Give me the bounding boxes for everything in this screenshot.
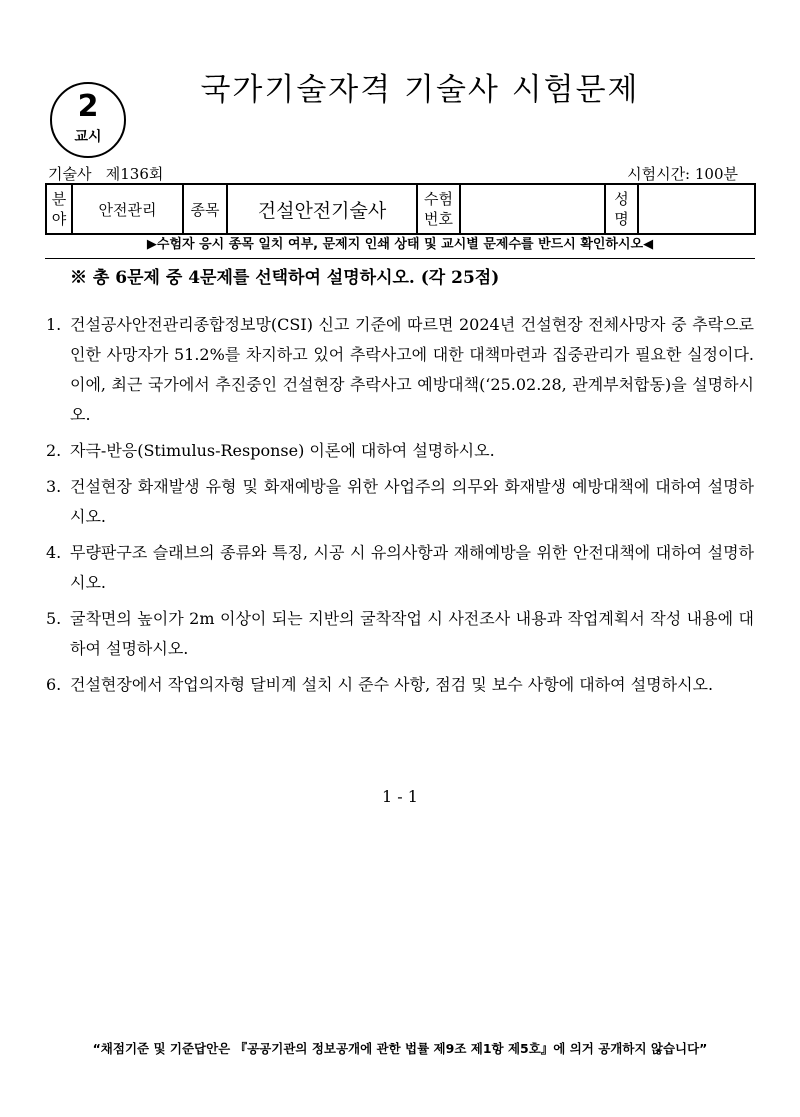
field-label-line-2: 야 [51,210,67,228]
question-text: 건설현장 화재발생 유형 및 화재예방을 위한 사업주의 의무와 화재발생 예방대책에 대하여 설명하시오. [70,477,754,526]
question-list [46,310,754,706]
exam-number-field[interactable] [460,184,605,234]
question-number: 5. [46,609,62,628]
session-label: 교시 [74,129,102,145]
name-field[interactable] [638,184,755,234]
question-item [46,436,754,466]
name-label [605,184,638,234]
page-title: 국가기술자격 기술사 시험문제 [200,72,640,108]
question-text: 굴착면의 높이가 2m 이상이 되는 지반의 굴착작업 시 사전조사 내용과 작업계획서 작성 내용에 대하여 설명하시오. [70,609,754,658]
exam-round: 기술사 제136회 [48,165,164,183]
exam-number-label-line-2: 번호 [424,210,453,228]
category-label: 종목 [183,184,227,234]
session-number: 2 [77,89,99,124]
session-badge [50,82,126,158]
footer-note: “채점기준 및 기준답안은 『공공기관의 정보공개에 관한 법률 제9조 제1항 제5호』에 의거 공개하지 않습니다” [92,1041,708,1056]
page-number: 1 - 1 [382,787,418,806]
exam-info-table [45,183,756,235]
question-number: 2. [46,441,62,460]
field-value: 안전관리 [72,184,183,234]
question-text: 자극-반응(Stimulus-Response) 이론에 대하여 설명하시오. [70,441,495,460]
notice-bar: ▶수험자 응시 종목 일치 여부, 문제지 인쇄 상태 및 교시별 문제수를 반드시 확인하시오◀ [146,237,654,252]
name-label-line-2: 명 [614,210,629,228]
question-item [46,310,754,430]
question-item [46,670,754,700]
question-text: 건설현장에서 작업의자형 달비계 설치 시 준수 사항, 점검 및 보수 사항에 대하여 설명하시오. [70,675,714,694]
question-number: 1. [46,315,62,334]
question-number: 4. [46,543,62,562]
question-item [46,538,754,598]
divider [45,258,755,259]
question-text: 무량판구조 슬래브의 종류와 특징, 시공 시 유의사항과 재해예방을 위한 안전대책에 대하여 설명하시오. [70,543,754,592]
category-value: 건설안전기술사 [227,184,417,234]
field-label-line-1: 분 [51,190,67,208]
exam-number-label-line-1: 수험 [424,190,453,208]
question-item [46,472,754,532]
name-label-line-1: 성 [614,190,629,208]
question-item [46,604,754,664]
question-number: 3. [46,477,62,496]
field-label [46,184,72,234]
question-text: 건설공사안전관리종합정보망(CSI) 신고 기준에 따르면 2024년 건설현장 전체사망자 중 추락으로 인한 사망자가 51.2%를 차지하고 있어 추락사고에 대한 대책마련과 집중관리가 필요한 실정이다. 이에, 최근 국가에서 추진중인 건설현장 추락사고 예방대책(‘25.02.28, 관계부처합동)을 설명하시오. [70,315,754,424]
instruction: ※ 총 6문제 중 4문제를 선택하여 설명하시오. (각 25점) [70,268,500,288]
time-limit: 시험시간: 100분 [627,165,738,183]
exam-number-label [417,184,460,234]
question-number: 6. [46,675,62,694]
